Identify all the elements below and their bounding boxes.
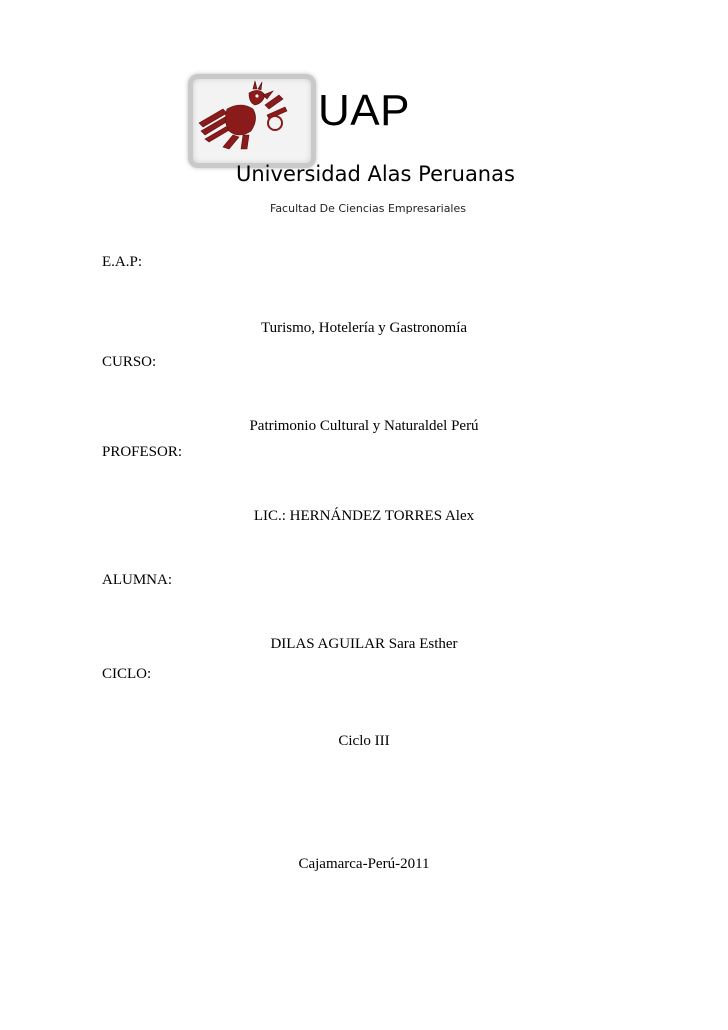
eap-label: E.A.P: — [102, 254, 143, 270]
cycle-label: CICLO: — [102, 666, 152, 682]
condor-emblem-icon — [193, 79, 301, 153]
university-name: Universidad Alas Peruanas — [236, 162, 515, 186]
professor-label: PROFESOR: — [102, 444, 183, 460]
faculty-name: Facultad De Ciencias Empresariales — [270, 202, 466, 215]
university-acronym: UAP — [318, 86, 410, 135]
cycle-value: Ciclo III — [338, 733, 390, 749]
university-logo — [188, 74, 316, 168]
student-value: DILAS AGUILAR Sara Esther — [270, 636, 458, 652]
eap-value: Turismo, Hotelería y Gastronomía — [260, 320, 468, 336]
student-label: ALUMNA: — [102, 572, 172, 588]
course-value: Patrimonio Cultural y Naturaldel Perú — [249, 418, 479, 434]
place-date: Cajamarca-Perú-2011 — [298, 856, 430, 872]
course-label: CURSO: — [102, 354, 157, 370]
professor-value: LIC.: HERNÁNDEZ TORRES Alex — [253, 508, 475, 524]
